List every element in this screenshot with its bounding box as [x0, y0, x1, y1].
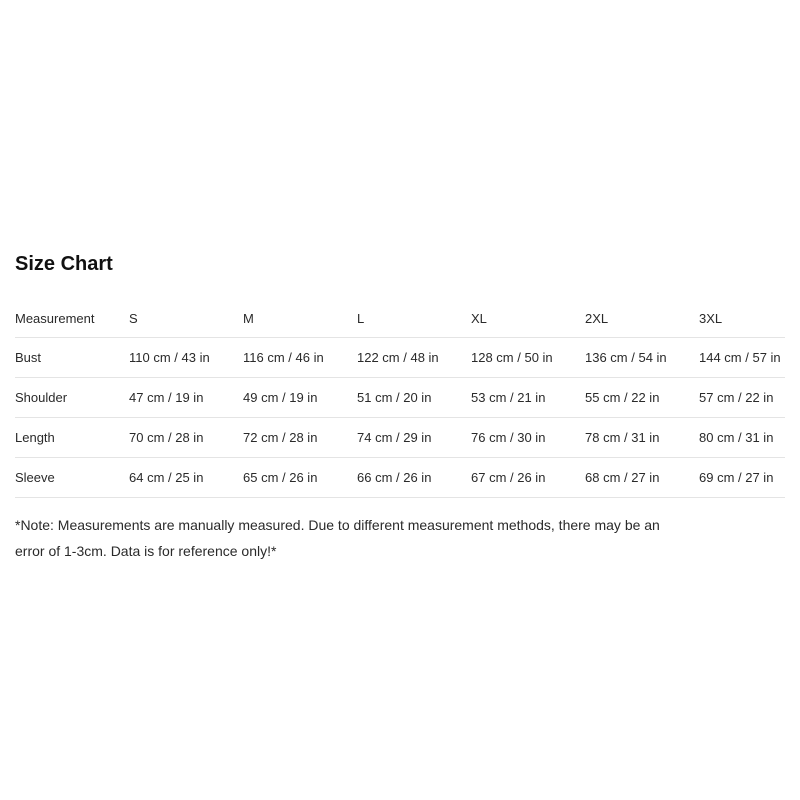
table-cell: 136 cm / 54 in	[585, 338, 699, 378]
table-row	[15, 338, 785, 378]
size-chart-title: Size Chart	[15, 253, 113, 275]
table-cell: 80 cm / 31 in	[699, 418, 785, 458]
table-cell: 116 cm / 46 in	[243, 338, 357, 378]
column-header-l: L	[357, 299, 471, 338]
measurement-note: *Note: Measurements are manually measured. Due to different measurement methods, there may be an error of 1-3cm. Data is for reference only!*	[15, 517, 660, 559]
table-cell: 64 cm / 25 in	[129, 458, 243, 498]
table-row	[15, 418, 785, 458]
table-cell: 69 cm / 27 in	[699, 458, 785, 498]
row-label-sleeve: Sleeve	[15, 458, 129, 498]
table-cell: 78 cm / 31 in	[585, 418, 699, 458]
table-cell: 47 cm / 19 in	[129, 378, 243, 418]
table-cell: 72 cm / 28 in	[243, 418, 357, 458]
table-cell: 66 cm / 26 in	[357, 458, 471, 498]
column-header-2xl: 2XL	[585, 299, 699, 338]
table-header-row	[15, 299, 785, 338]
size-chart	[15, 250, 785, 578]
column-header-m: M	[243, 299, 357, 338]
table-cell: 57 cm / 22 in	[699, 378, 785, 418]
table-cell: 144 cm / 57 in	[699, 338, 785, 378]
table-cell: 51 cm / 20 in	[357, 378, 471, 418]
column-header-xl: XL	[471, 299, 585, 338]
table-cell: 70 cm / 28 in	[129, 418, 243, 458]
table-row	[15, 458, 785, 498]
table-cell: 68 cm / 27 in	[585, 458, 699, 498]
table-row	[15, 378, 785, 418]
row-label-length: Length	[15, 418, 129, 458]
table-cell: 110 cm / 43 in	[129, 338, 243, 378]
table-cell: 67 cm / 26 in	[471, 458, 585, 498]
row-label-bust: Bust	[15, 338, 129, 378]
table-cell: 53 cm / 21 in	[471, 378, 585, 418]
row-label-shoulder: Shoulder	[15, 378, 129, 418]
table-cell: 55 cm / 22 in	[585, 378, 699, 418]
column-header-3xl: 3XL	[699, 299, 785, 338]
table-cell: 74 cm / 29 in	[357, 418, 471, 458]
table-cell: 49 cm / 19 in	[243, 378, 357, 418]
table-cell: 65 cm / 26 in	[243, 458, 357, 498]
table-cell: 76 cm / 30 in	[471, 418, 585, 458]
column-header-measurement: Measurement	[15, 299, 129, 338]
table-cell: 122 cm / 48 in	[357, 338, 471, 378]
table-cell: 128 cm / 50 in	[471, 338, 585, 378]
size-table	[15, 299, 785, 498]
column-header-s: S	[129, 299, 243, 338]
